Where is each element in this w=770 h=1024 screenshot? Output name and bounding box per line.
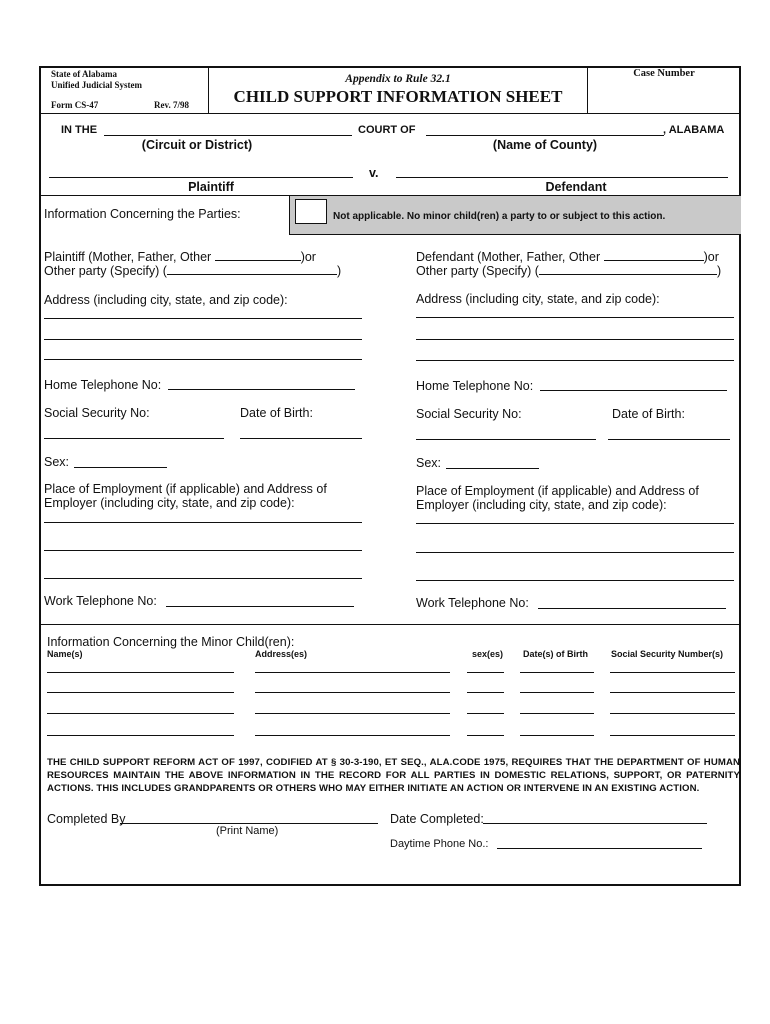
plaintiff-party-prefix: Plaintiff (Mother, Father, Other <box>44 250 215 264</box>
in-the-label: IN THE <box>61 124 98 136</box>
plaintiff-employment-label-2: Employer (including city, state, and zip code): <box>44 496 295 510</box>
plaintiff-other-field[interactable] <box>215 260 301 261</box>
plaintiff-address-line[interactable] <box>44 359 362 360</box>
child-dob-field[interactable] <box>520 735 594 736</box>
plaintiff-dob-label: Date of Birth: <box>240 406 313 420</box>
daytime-phone-label: Daytime Phone No.: <box>390 838 489 850</box>
col-sex-header: sex(es) <box>472 649 504 659</box>
not-applicable-checkbox[interactable] <box>295 199 327 224</box>
daytime-phone-field[interactable] <box>497 848 702 849</box>
plaintiff-address-line[interactable] <box>44 339 362 340</box>
case-number-label: Case Number <box>633 68 695 79</box>
child-name-field[interactable] <box>47 713 234 714</box>
child-dob-field[interactable] <box>520 672 594 673</box>
defendant-party-line1 <box>416 250 719 264</box>
print-name-caption: (Print Name) <box>216 825 279 837</box>
defendant-party-line2 <box>416 264 721 278</box>
defendant-ssn-field[interactable] <box>416 439 596 440</box>
completed-by-field[interactable] <box>120 823 378 824</box>
defendant-employer-line[interactable] <box>416 523 734 524</box>
plaintiff-employer-line[interactable] <box>44 578 362 579</box>
county-caption: (Name of County) <box>492 138 598 152</box>
circuit-caption: (Circuit or District) <box>141 138 253 152</box>
plaintiff-home-phone-label: Home Telephone No: <box>44 378 162 392</box>
child-name-field[interactable] <box>47 735 234 736</box>
child-address-field[interactable] <box>255 735 450 736</box>
plaintiff-specify-field[interactable] <box>167 274 337 275</box>
defendant-party-prefix: Defendant (Mother, Father, Other <box>416 250 604 264</box>
completed-by-label: Completed By <box>47 812 126 826</box>
child-ssn-field[interactable] <box>610 692 735 693</box>
col-dob-header: Date(s) of Birth <box>523 649 588 659</box>
child-sex-field[interactable] <box>467 713 504 714</box>
defendant-home-phone-field[interactable] <box>540 390 727 391</box>
defendant-work-phone-field[interactable] <box>538 608 726 609</box>
defendant-employment-label-1: Place of Employment (if applicable) and Address of <box>416 484 699 498</box>
defendant-specify-field[interactable] <box>539 274 717 275</box>
defendant-dob-field[interactable] <box>608 439 730 440</box>
county-field[interactable] <box>426 135 664 136</box>
defendant-specify-prefix: Other party (Specify) ( <box>416 264 539 278</box>
court-of-label: COURT OF <box>358 124 416 136</box>
not-applicable-text: Not applicable. No minor child(ren) a party to or subject to this action. <box>333 211 666 222</box>
child-ssn-field[interactable] <box>610 735 735 736</box>
revision-date: Rev. 7/98 <box>154 100 189 110</box>
plaintiff-party-line2 <box>44 264 341 278</box>
defendant-work-phone-label: Work Telephone No: <box>416 596 529 610</box>
defendant-home-phone-label: Home Telephone No: <box>416 379 534 393</box>
child-sex-field[interactable] <box>467 672 504 673</box>
child-sex-field[interactable] <box>467 692 504 693</box>
section-divider <box>39 624 741 625</box>
defendant-employer-line[interactable] <box>416 552 734 553</box>
col-ssn-header: Social Security Number(s) <box>611 649 724 659</box>
date-completed-label: Date Completed: <box>390 812 484 826</box>
plaintiff-specify-suffix: ) <box>336 264 342 278</box>
plaintiff-sex-label: Sex: <box>44 455 70 469</box>
defendant-dob-label: Date of Birth: <box>612 407 685 421</box>
plaintiff-address-label: Address (including city, state, and zip code): <box>44 293 288 307</box>
defendant-specify-suffix: ) <box>716 264 722 278</box>
plaintiff-employer-line[interactable] <box>44 522 362 523</box>
plaintiff-sex-field[interactable] <box>74 467 167 468</box>
child-ssn-field[interactable] <box>610 672 735 673</box>
plaintiff-home-phone-field[interactable] <box>168 389 355 390</box>
plaintiff-party-suffix: )or <box>300 250 316 264</box>
defendant-caption: Defendant <box>545 180 607 194</box>
defendant-sex-label: Sex: <box>416 456 442 470</box>
versus-label: v. <box>369 166 379 180</box>
alabama-label: , ALABAMA <box>663 124 725 136</box>
appendix-label: Appendix to Rule 32.1 <box>345 73 451 85</box>
defendant-other-field[interactable] <box>604 260 704 261</box>
plaintiff-work-phone-field[interactable] <box>166 606 354 607</box>
plaintiff-caption: Plaintiff <box>188 180 234 194</box>
child-ssn-field[interactable] <box>610 713 735 714</box>
defendant-address-line[interactable] <box>416 360 734 361</box>
plaintiff-work-phone-label: Work Telephone No: <box>44 594 157 608</box>
plaintiff-ssn-field[interactable] <box>44 438 224 439</box>
date-completed-field[interactable] <box>483 823 707 824</box>
plaintiff-specify-prefix: Other party (Specify) ( <box>44 264 167 278</box>
child-dob-field[interactable] <box>520 692 594 693</box>
state-label: State of Alabama <box>51 69 117 79</box>
child-name-field[interactable] <box>47 672 234 673</box>
defendant-employer-line[interactable] <box>416 580 734 581</box>
defendant-employment-label-2: Employer (including city, state, and zip code): <box>416 498 667 512</box>
defendant-ssn-label: Social Security No: <box>416 407 522 421</box>
child-dob-field[interactable] <box>520 713 594 714</box>
defendant-address-line[interactable] <box>416 317 734 318</box>
child-address-field[interactable] <box>255 692 450 693</box>
defendant-sex-field[interactable] <box>446 468 539 469</box>
plaintiff-party-line1 <box>44 250 316 264</box>
plaintiff-employer-line[interactable] <box>44 550 362 551</box>
legal-notice: THE CHILD SUPPORT REFORM ACT OF 1997, CODIFIED AT § 30-3-190, ET SEQ., ALA.CODE 1975, REQUIRES THAT THE DEPARTMENT OF HUMAN RESOURCES MAINTAIN THE ABOVE INFORMATION IN THE RECORD FOR ALL PARTIES IN DOMESTIC RELATIONS, SUPPORT, OR PATERNITY ACTIONS. THIS INCLUDES GRANDPARENTS OR OTHERS WHO MAY EITHER INITIATE AN ACTION OR INTERVENE IN AN EXISTING ACTION. <box>47 757 740 794</box>
child-sex-field[interactable] <box>467 735 504 736</box>
child-address-field[interactable] <box>255 672 450 673</box>
defendant-party-suffix: )or <box>703 250 719 264</box>
defendant-name-field[interactable] <box>396 177 728 178</box>
form-number: Form CS-47 <box>51 100 99 110</box>
system-label: Unified Judicial System <box>51 80 143 90</box>
page-title: CHILD SUPPORT INFORMATION SHEET <box>233 87 563 106</box>
child-address-field[interactable] <box>255 713 450 714</box>
parties-heading: Information Concerning the Parties: <box>44 207 241 221</box>
plaintiff-ssn-label: Social Security No: <box>44 406 150 420</box>
plaintiff-address-line[interactable] <box>44 318 362 319</box>
defendant-address-label: Address (including city, state, and zip code): <box>416 292 660 306</box>
col-address-header: Address(es) <box>255 649 308 659</box>
circuit-field[interactable] <box>104 135 352 136</box>
col-names-header: Name(s) <box>47 649 83 659</box>
plaintiff-dob-field[interactable] <box>240 438 362 439</box>
child-name-field[interactable] <box>47 692 234 693</box>
children-heading: Information Concerning the Minor Child(ren): <box>47 635 295 649</box>
defendant-address-line[interactable] <box>416 339 734 340</box>
plaintiff-name-field[interactable] <box>49 177 353 178</box>
plaintiff-employment-label-1: Place of Employment (if applicable) and Address of <box>44 482 327 496</box>
